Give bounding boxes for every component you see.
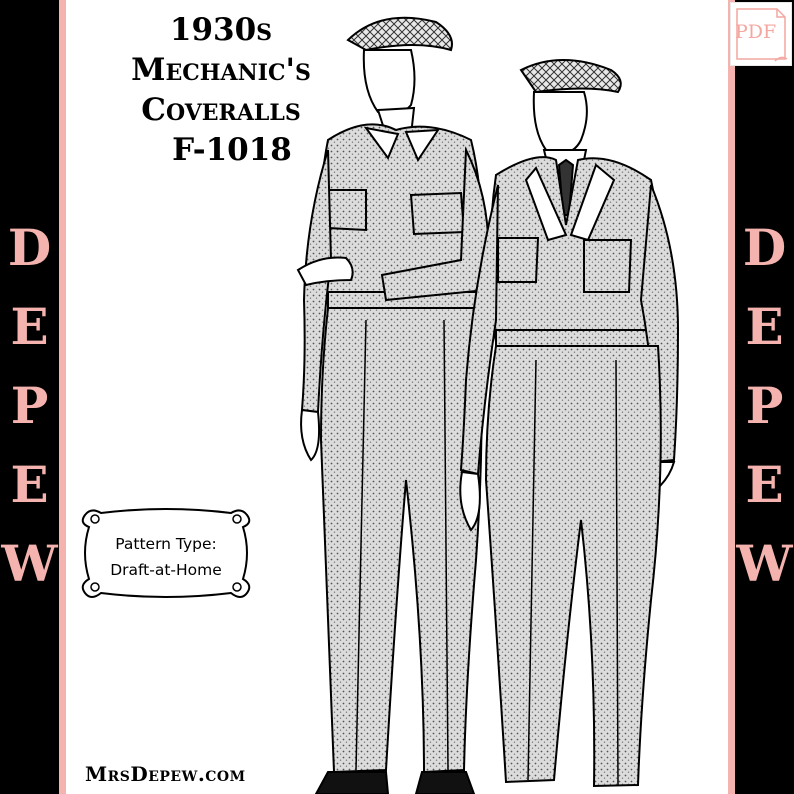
left-depew-letters bbox=[0, 208, 59, 603]
left-pink-stripe bbox=[59, 0, 66, 794]
title-line-mechanics: Mechanic's bbox=[131, 52, 311, 88]
badge-line-1: Pattern Type: bbox=[115, 535, 217, 553]
right-letter-d: D bbox=[742, 218, 787, 277]
right-letter-e2: E bbox=[745, 455, 784, 514]
pattern-type-badge bbox=[81, 505, 251, 601]
right-pink-stripe bbox=[728, 0, 735, 794]
figure-right bbox=[460, 60, 678, 786]
right-letter-e1: E bbox=[745, 297, 784, 356]
badge-line-2: Draft-at-Home bbox=[110, 561, 222, 579]
pdf-file-icon bbox=[730, 2, 792, 66]
left-letter-w: W bbox=[1, 534, 58, 593]
left-letter-e1: E bbox=[10, 297, 49, 356]
left-letter-p: P bbox=[10, 376, 49, 435]
title-line-decade: 1930s bbox=[169, 12, 273, 48]
right-letter-p: P bbox=[745, 376, 784, 435]
website-url[interactable]: MrsDepew.com bbox=[85, 762, 246, 786]
right-side-band bbox=[735, 0, 794, 794]
right-letter-w: W bbox=[736, 534, 793, 593]
left-letter-e2: E bbox=[10, 455, 49, 514]
pattern-cover bbox=[66, 0, 728, 794]
pattern-title bbox=[106, 10, 336, 170]
left-side-band bbox=[0, 0, 59, 794]
title-line-pattern-number: F-1018 bbox=[172, 132, 292, 168]
title-line-coveralls: Coveralls bbox=[141, 92, 301, 128]
right-depew-letters bbox=[735, 208, 794, 603]
left-letter-d: D bbox=[7, 218, 52, 277]
ornate-frame-icon bbox=[81, 505, 251, 601]
pdf-label: PDF bbox=[735, 21, 777, 43]
